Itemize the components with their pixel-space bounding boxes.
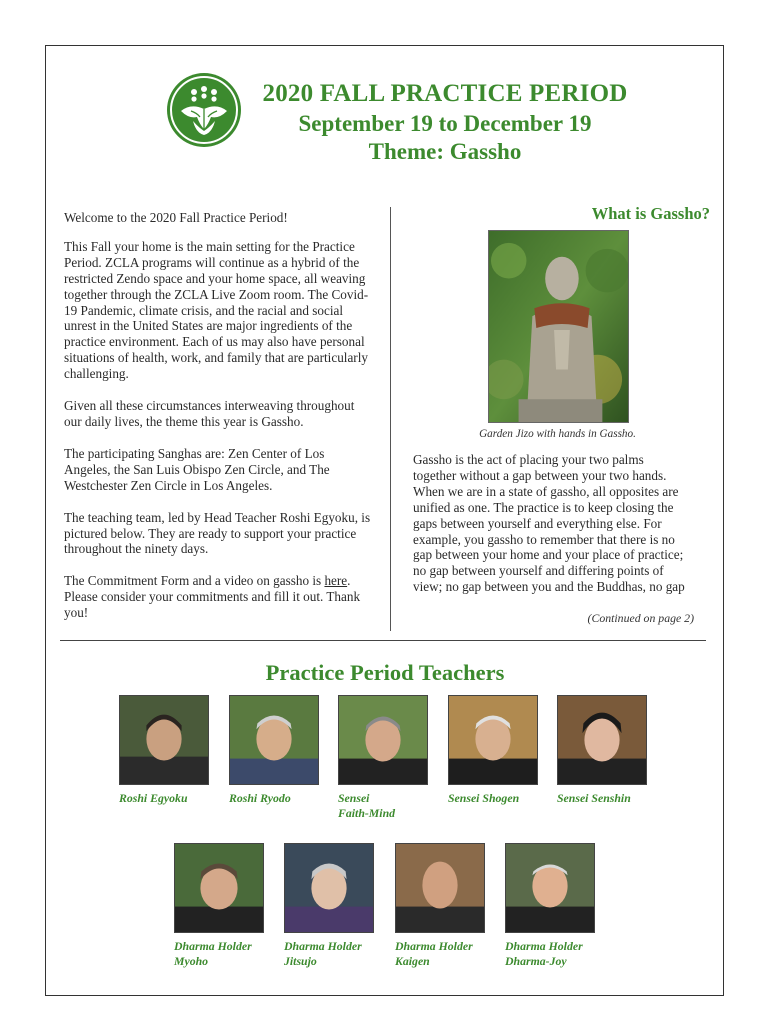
- gassho-heading: What is Gassho?: [591, 204, 710, 223]
- page-title: 2020 FALL PRACTICE PERIOD: [262, 80, 628, 107]
- teacher-portrait: [119, 695, 209, 785]
- teacher-name: Sensei Senshin: [557, 791, 631, 805]
- gassho-description: Gassho is the act of placing your two palms together without a gap between your two hands. When we are in a state of gassho, all opposites are unified as one. The practice is to keep closing the gaps between yourself and everything else. For example, you gassho to remember that there is no gap between your home and your place of practice; no gap between yourself and differing points of view; no gap between you and the Buddhas, no gap: [413, 452, 685, 595]
- teacher-name: Sensei Faith-Mind: [338, 791, 396, 820]
- teacher-card: [338, 695, 458, 820]
- theme-line: Theme: Gassho: [368, 139, 522, 164]
- teacher-card: [505, 843, 625, 968]
- teacher-card: [284, 843, 404, 968]
- teacher-card: [448, 695, 568, 806]
- continued-note: (Continued on page 2): [587, 611, 694, 625]
- teaching-team-paragraph: The teaching team, led by Head Teacher Roshi Egyoku, is pictured below. They are ready to support your practice throughout the ninety days.: [64, 509, 371, 557]
- zcla-logo: [167, 73, 241, 147]
- intro-paragraph: This Fall your home is the main setting for the Practice Period. ZCLA programs will continue as a hybrid of the restricted Zendo space and your home space, all weaving together through the ZCLA Live Zoom room. The Covid-19 Pandemic, climate crisis, and the racial and social unrest in the United States are major ingredients of the practice environment. Each of us may also have personal situations of health, work, and family that are particularly challenging.: [64, 238, 369, 382]
- sanghas-paragraph: The participating Sanghas are: Zen Center of Los Angeles, the San Luis Obispo Zen Circle, and The Westchester Zen Circle in Los Angeles.: [64, 445, 330, 493]
- welcome-text: Welcome to the 2020 Fall Practice Period!: [64, 210, 288, 225]
- teacher-portrait: [505, 843, 595, 933]
- teacher-name: Roshi Ryodo: [229, 791, 291, 805]
- teacher-portrait: [448, 695, 538, 785]
- date-range: September 19 to December 19: [298, 111, 592, 136]
- teacher-name: Dharma Holder Kaigen: [395, 939, 473, 968]
- column-divider: [390, 207, 391, 631]
- teacher-portrait: [174, 843, 264, 933]
- teacher-portrait: [229, 695, 319, 785]
- teacher-name: Dharma Holder Dharma-Joy: [505, 939, 583, 968]
- teacher-card: [174, 843, 294, 968]
- teacher-card: [229, 695, 349, 806]
- teacher-portrait: [338, 695, 428, 785]
- teacher-portrait: [395, 843, 485, 933]
- teacher-name: Dharma Holder Jitsujo: [284, 939, 362, 968]
- teacher-portrait: [284, 843, 374, 933]
- teacher-name: Dharma Holder Myoho: [174, 939, 252, 968]
- teachers-heading: Practice Period Teachers: [265, 660, 505, 685]
- commitment-form-link[interactable]: here: [324, 573, 348, 589]
- intro-column: [64, 210, 372, 637]
- teacher-card: [395, 843, 515, 968]
- jizo-statue-photo: [488, 230, 629, 423]
- teacher-card: [557, 695, 677, 806]
- commitment-text-before: The Commitment Form and a video on gassho is: [64, 573, 325, 589]
- teacher-name: Roshi Egyoku: [119, 791, 188, 805]
- teacher-portrait: [557, 695, 647, 785]
- teacher-name: Sensei Shogen: [448, 791, 520, 805]
- commitment-paragraph: [64, 573, 372, 621]
- section-divider: [60, 640, 706, 641]
- commitment-text-after: . Please consider your commitments and fill it out. Thank you!: [64, 573, 361, 621]
- photo-caption: Garden Jizo with hands in Gassho.: [479, 428, 636, 440]
- teacher-card: [119, 695, 239, 806]
- theme-paragraph: Given all these circumstances interweaving throughout our daily lives, the theme this year is Gassho.: [64, 398, 355, 429]
